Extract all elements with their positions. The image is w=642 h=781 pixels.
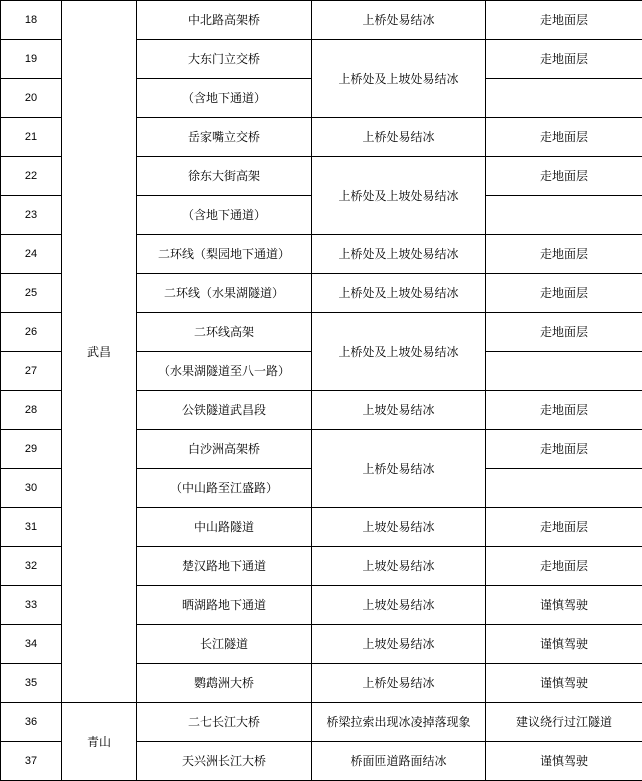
icing-condition: 上坡处易结冰 <box>312 547 486 586</box>
row-number: 32 <box>1 547 62 586</box>
road-name: 鹦鹉洲大桥 <box>137 664 312 703</box>
road-name: 中山路隧道 <box>137 508 312 547</box>
row-number: 28 <box>1 391 62 430</box>
driving-advice-empty <box>486 79 642 118</box>
icing-condition: 桥梁拉索出现冰凌掉落现象 <box>312 703 486 742</box>
district-cell: 青山 <box>62 703 137 781</box>
road-name: 大东门立交桥 <box>137 40 312 79</box>
district-cell: 武昌 <box>62 1 137 703</box>
icing-condition: 上坡处易结冰 <box>312 586 486 625</box>
road-name: （中山路至江盛路） <box>137 469 312 508</box>
road-name: 楚汉路地下通道 <box>137 547 312 586</box>
driving-advice-empty <box>486 352 642 391</box>
road-name: （水果湖隧道至八一路） <box>137 352 312 391</box>
road-name: 二七长江大桥 <box>137 703 312 742</box>
driving-advice: 谨慎驾驶 <box>486 664 642 703</box>
road-name: 徐东大街高架 <box>137 157 312 196</box>
row-number: 35 <box>1 664 62 703</box>
icing-condition: 上坡处易结冰 <box>312 625 486 664</box>
row-number: 26 <box>1 313 62 352</box>
road-name: 天兴洲长江大桥 <box>137 742 312 781</box>
icing-condition: 上桥处易结冰 <box>312 430 486 508</box>
road-name: 公铁隧道武昌段 <box>137 391 312 430</box>
icing-condition: 上桥处易结冰 <box>312 664 486 703</box>
driving-advice: 走地面层 <box>486 508 642 547</box>
driving-advice: 走地面层 <box>486 430 642 469</box>
icing-condition: 上桥处及上坡处易结冰 <box>312 40 486 118</box>
row-number: 36 <box>1 703 62 742</box>
row-number: 23 <box>1 196 62 235</box>
road-name: 晒湖路地下通道 <box>137 586 312 625</box>
row-number: 21 <box>1 118 62 157</box>
row-number: 22 <box>1 157 62 196</box>
driving-advice: 谨慎驾驶 <box>486 625 642 664</box>
icing-condition: 上桥处及上坡处易结冰 <box>312 313 486 391</box>
row-number: 33 <box>1 586 62 625</box>
driving-advice: 走地面层 <box>486 157 642 196</box>
table-row <box>1 703 642 742</box>
driving-advice: 走地面层 <box>486 313 642 352</box>
driving-advice-empty <box>486 196 642 235</box>
icing-condition: 上桥处易结冰 <box>312 1 486 40</box>
row-number: 24 <box>1 235 62 274</box>
road-name: 二环线（水果湖隧道） <box>137 274 312 313</box>
row-number: 19 <box>1 40 62 79</box>
row-number: 34 <box>1 625 62 664</box>
row-number: 27 <box>1 352 62 391</box>
road-name: 长江隧道 <box>137 625 312 664</box>
icing-condition: 上坡处易结冰 <box>312 391 486 430</box>
road-name: 二环线高架 <box>137 313 312 352</box>
driving-advice: 走地面层 <box>486 1 642 40</box>
row-number: 37 <box>1 742 62 781</box>
row-number: 30 <box>1 469 62 508</box>
road-name: （含地下通道） <box>137 79 312 118</box>
road-name: 岳家嘴立交桥 <box>137 118 312 157</box>
road-name: （含地下通道） <box>137 196 312 235</box>
icing-condition: 上桥处及上坡处易结冰 <box>312 157 486 235</box>
road-name: 中北路高架桥 <box>137 1 312 40</box>
icing-condition: 上桥处及上坡处易结冰 <box>312 235 486 274</box>
driving-advice-empty <box>486 469 642 508</box>
row-number: 25 <box>1 274 62 313</box>
driving-advice: 建议绕行过江隧道 <box>486 703 642 742</box>
row-number: 20 <box>1 79 62 118</box>
road-name: 白沙洲高架桥 <box>137 430 312 469</box>
driving-advice: 走地面层 <box>486 391 642 430</box>
driving-advice: 走地面层 <box>486 547 642 586</box>
driving-advice: 走地面层 <box>486 40 642 79</box>
driving-advice: 走地面层 <box>486 235 642 274</box>
icing-condition: 上桥处易结冰 <box>312 118 486 157</box>
icing-condition: 桥面匝道路面结冰 <box>312 742 486 781</box>
driving-advice: 谨慎驾驶 <box>486 586 642 625</box>
row-number: 18 <box>1 1 62 40</box>
road-name: 二环线（梨园地下通道） <box>137 235 312 274</box>
table-row <box>1 1 642 40</box>
driving-advice: 谨慎驾驶 <box>486 742 642 781</box>
icing-condition: 上桥处及上坡处易结冰 <box>312 274 486 313</box>
driving-advice: 走地面层 <box>486 118 642 157</box>
row-number: 31 <box>1 508 62 547</box>
row-number: 29 <box>1 430 62 469</box>
driving-advice: 走地面层 <box>486 274 642 313</box>
icing-condition: 上坡处易结冰 <box>312 508 486 547</box>
